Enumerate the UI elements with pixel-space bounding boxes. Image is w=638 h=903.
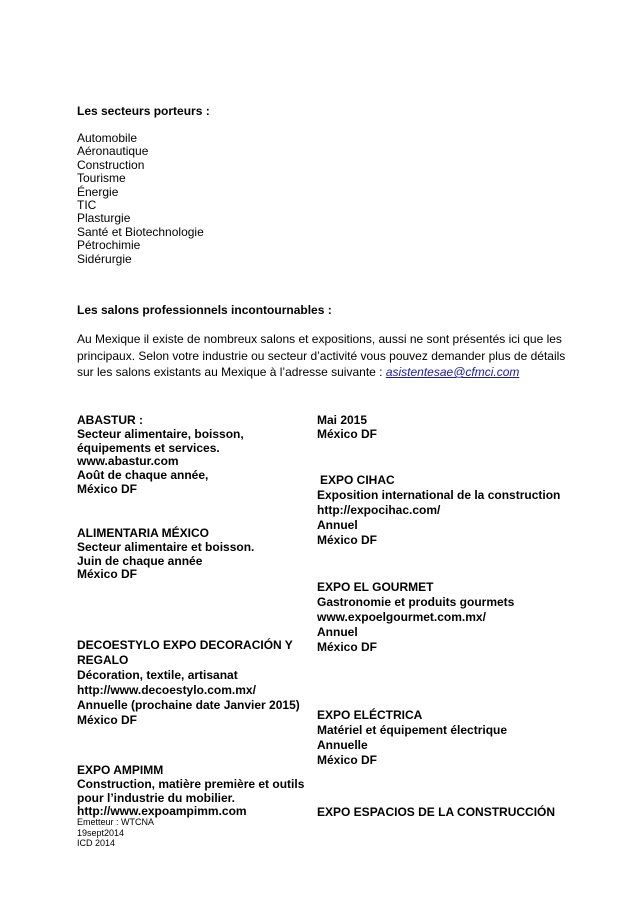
event-description: Secteur alimentaire et boisson. [77, 539, 255, 554]
event-location: México DF [77, 713, 138, 727]
sectors-heading: Les secteurs porteurs : [77, 104, 210, 118]
footer-line: ICD 2014 [77, 838, 116, 848]
list-item: Automobile [77, 131, 138, 145]
list-item: Tourisme [77, 171, 126, 186]
event-title: DECOESTYLO EXPO DECORACIÓN Y REGALO [77, 638, 293, 667]
event-location: México DF [317, 640, 378, 654]
intro-text: Au Mexique il existe de nombreux salons et expositions, aussi ne sont présentés ici que les principaux. Selon votre industrie ou secteur d’activité vous pouvez demander plus de détails sur les salons existants au Mexique à l’adresse suivante : [77, 332, 566, 379]
list-item: Santé et Biotechnologie [77, 224, 204, 239]
event-website[interactable]: http://www.expoampimm.com [77, 804, 247, 819]
list-item: TIC [77, 198, 97, 213]
event-location: México DF [317, 533, 378, 547]
event-date: Mai 2015 [317, 413, 368, 427]
event-location: México DF [77, 481, 138, 496]
event-frequency: Annuel [317, 625, 358, 639]
event-title: EXPO EL GOURMET [317, 580, 434, 594]
event-website[interactable]: www.abastur.com [77, 454, 179, 469]
event-title: ALIMENTARIA MÉXICO [77, 526, 209, 540]
event-website[interactable]: http://expocihac.com/ [317, 503, 441, 517]
list-item: Pétrochimie [77, 238, 141, 253]
list-item: Construction [77, 157, 145, 172]
event-alimentaria [77, 527, 309, 582]
footer-line: Emetteur : WTCNA [77, 817, 155, 827]
event-title: EXPO CIHAC [320, 473, 395, 487]
contact-email-link[interactable]: asistentesae@cfmci.com [385, 365, 520, 379]
event-description: Secteur alimentaire, boisson, équipements et services. [77, 426, 244, 455]
event-espacios [317, 806, 577, 820]
event-date: Annuelle (prochaine date Janvier 2015) [77, 698, 300, 712]
event-gourmet [317, 580, 577, 655]
event-date: Juin de chaque année [77, 553, 203, 568]
event-ampimm [77, 764, 309, 819]
event-frequency: Annuelle [317, 738, 368, 752]
sector-list [77, 132, 204, 266]
event-location: México DF [317, 753, 378, 767]
event-description: Matériel et équipement électrique [317, 723, 508, 737]
event-description: Construction, matière première et outils pour l’industrie du mobilier. [77, 776, 305, 805]
event-website[interactable]: www.expoelgourmet.com.mx/ [317, 610, 486, 624]
list-item: Sidérurgie [77, 251, 132, 266]
event-electrica [317, 708, 577, 768]
event-abastur-continued [317, 414, 577, 442]
list-item: Aéronautique [77, 144, 149, 159]
event-frequency: Annuel [317, 518, 358, 532]
event-description: Exposition international de la construction [317, 488, 561, 502]
event-cihac [317, 473, 577, 548]
event-location: México DF [317, 426, 378, 441]
event-title: EXPO AMPIMM [77, 763, 164, 777]
event-description: Décoration, textile, artisanat [77, 668, 238, 682]
event-title: ABASTUR : [77, 413, 143, 427]
event-title: EXPO ELÉCTRICA [317, 708, 423, 722]
event-abastur [77, 414, 309, 497]
event-description: Gastronomie et produits gourmets [317, 595, 515, 609]
event-decoestylo [77, 638, 309, 728]
list-item: Plasturgie [77, 211, 131, 226]
list-item: Énergie [77, 184, 119, 199]
event-location: México DF [77, 567, 138, 582]
event-title: EXPO ESPACIOS DE LA CONSTRUCCIÓN [317, 805, 556, 819]
footer [77, 817, 154, 849]
event-date: Août de chaque année, [77, 468, 209, 483]
salons-intro [77, 331, 567, 381]
event-website[interactable]: http://www.decoestylo.com.mx/ [77, 683, 256, 697]
salons-heading: Les salons professionnels incontournables : [77, 303, 332, 317]
footer-line: 19sept2014 [77, 827, 125, 838]
